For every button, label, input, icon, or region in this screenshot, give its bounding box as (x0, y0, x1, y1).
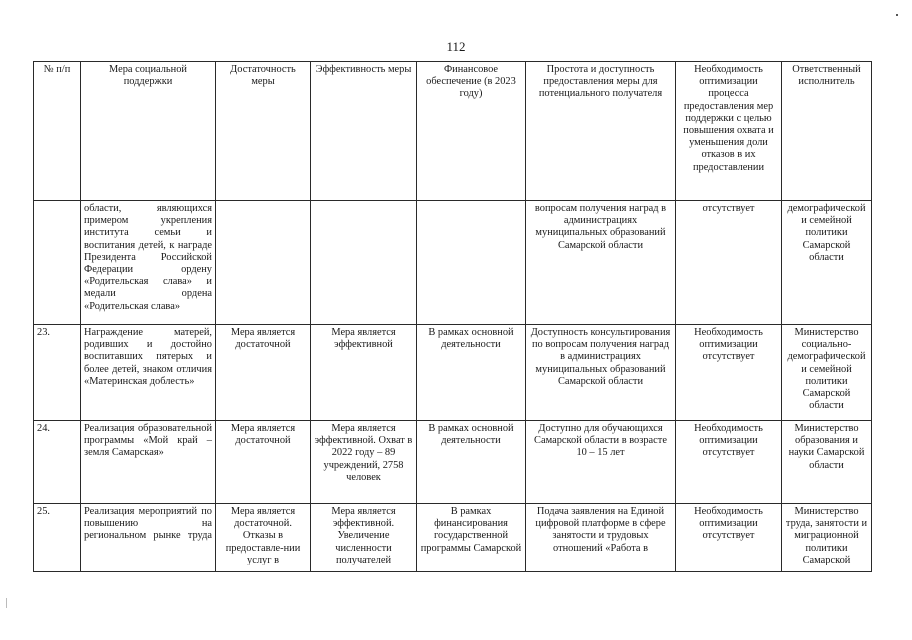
cell-executor (782, 504, 872, 572)
cell-measure: Реализация образовательной программы «Мой край – земля Самарская» (81, 421, 216, 504)
cell-accessibility (526, 504, 676, 572)
support-measures-table (33, 61, 872, 572)
cell-sufficiency (216, 201, 311, 325)
header-optimization: Необходимость оптимизации процесса предоставления мер поддержки с целью повышения охвата и уменьшения доли отказов в их предоставлении (676, 62, 782, 201)
header-accessibility: Простота и доступность предоставления меры для потенциального получателя (526, 62, 676, 201)
header-effectiveness: Эффективность меры (311, 62, 417, 201)
cell-text: Мера является достаточной. Отказы в предоставле-нии услуг в (225, 506, 301, 565)
cell-effectiveness: Мера является эффективной. Охват в 2022 году – 89 учреждений, 2758 человек (311, 421, 417, 504)
cell-num (34, 504, 81, 572)
header-num: № п/п (34, 62, 81, 201)
cell-num: 23. (34, 325, 81, 421)
cell-text: Подача заявления на Единой цифровой платформе в сфере занятости и трудовых отношений «Работа в (535, 506, 666, 554)
table-row (34, 421, 872, 504)
cell-accessibility: вопросам получения наград в администрациях муниципальных образований Самарской области (526, 201, 676, 325)
scan-speck (6, 598, 7, 608)
page-number: 112 (446, 39, 466, 54)
cell-text: Реализация мероприятий по повышению на региональном рынке труда (84, 506, 212, 542)
header-sufficiency: Достаточность меры (216, 62, 311, 201)
scan-speck (896, 14, 898, 16)
cell-text: В рамках финансирования государственной программы Самарской (420, 506, 522, 554)
cell-financing (417, 504, 526, 572)
cell-accessibility: Доступность консультирования по вопросам получения наград в администрациях муниципальных образований Самарской области (526, 325, 676, 421)
cell-num (34, 201, 81, 325)
cell-text: Министерство труда, занятости и миграционной политики Самарской (785, 506, 868, 565)
cell-text: 25. (37, 506, 50, 517)
cell-text: Мера является эффективной. Увеличение численности получателей (331, 506, 396, 565)
cell-executor: Министерство социально-демографической и семейной политики Самарской области (782, 325, 872, 421)
cell-executor: Министерство образования и науки Самарской области (782, 421, 872, 504)
cell-financing (417, 201, 526, 325)
table-row (34, 504, 872, 572)
cell-measure (81, 504, 216, 572)
cell-optimization: отсутствует (676, 201, 782, 325)
cell-effectiveness: Мера является эффективной (311, 325, 417, 421)
header-executor: Ответственный исполнитель (782, 62, 872, 201)
cell-sufficiency (216, 504, 311, 572)
cell-optimization: Необходимость оптимизации отсутствует (676, 421, 782, 504)
cell-sufficiency: Мера является достаточной (216, 421, 311, 504)
cell-financing: В рамках основной деятельности (417, 421, 526, 504)
table-header-row (34, 62, 872, 201)
table-row (34, 201, 872, 325)
cell-optimization: Необходимость оптимизации отсутствует (676, 325, 782, 421)
cell-measure: Награждение матерей, родивших и достойно воспитавших пятерых и более детей, знаком отличия «Материнская доблесть» (81, 325, 216, 421)
header-financing: Финансовое обеспечение (в 2023 году) (417, 62, 526, 201)
cell-effectiveness (311, 504, 417, 572)
table-row (34, 325, 872, 421)
cell-effectiveness (311, 201, 417, 325)
cell-financing: В рамках основной деятельности (417, 325, 526, 421)
cell-text: Необходимость оптимизации отсутствует (694, 506, 763, 542)
cell-optimization (676, 504, 782, 572)
cell-measure: области, являющихся примером укрепления института семьи и воспитания детей, к награде Президента Российской Федерации ордену «Родительская слава» и медали ордена «Родительская слава» (81, 201, 216, 325)
cell-accessibility: Доступно для обучающихся Самарской области в возрасте 10 – 15 лет (526, 421, 676, 504)
cell-num: 24. (34, 421, 81, 504)
cell-sufficiency: Мера является достаточной (216, 325, 311, 421)
cell-executor: демографической и семейной политики Самарской области (782, 201, 872, 325)
header-measure: Мера социальной поддержки (81, 62, 216, 201)
